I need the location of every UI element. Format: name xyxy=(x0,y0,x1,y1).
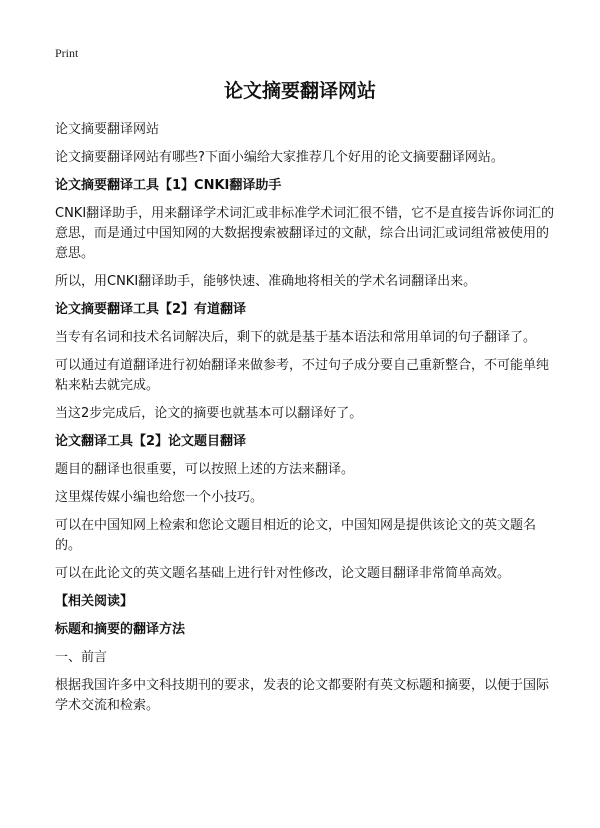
paragraph: 题目的翻译也很重要，可以按照上述的方法来翻译。 xyxy=(55,462,355,477)
paragraph: 所以，用CNKI翻译助手，能够快速、准确地将相关的学术名词翻译出来。 xyxy=(55,274,477,289)
section-heading: 标题和摘要的翻译方法 xyxy=(55,622,186,637)
paragraph: 这里煤传媒小编也给您一个小技巧。 xyxy=(55,490,264,505)
section-heading: 论文摘要翻译工具【2】有道翻译 xyxy=(55,302,247,317)
related-reading-heading: 【相关阅读】 xyxy=(55,594,134,609)
print-link[interactable]: Print xyxy=(55,46,79,60)
page-title: 论文摘要翻译网站 xyxy=(223,80,376,102)
paragraph: 论文摘要翻译网站有哪些?下面小编给大家推荐几个好用的论文摘要翻译网站。 xyxy=(55,150,504,165)
paragraph: 当这2步完成后，论文的摘要也就基本可以翻译好了。 xyxy=(55,406,363,421)
paragraph: 一、前言 xyxy=(55,650,108,665)
paragraph: CNKI翻译助手，用来翻译学术词汇或非标准学术词汇很不错，它不是直接告诉你词汇的意思，而是通过中国知网的大数据搜索被翻译过的文献，综合出词汇或词组常被使用的意思。 xyxy=(55,206,555,261)
paragraph: 可以通过有道翻译进行初始翻译来做参考，不过句子成分要自己重新整合，不可能单纯粘来粘去就完成。 xyxy=(55,358,550,393)
paragraph: 当专有名词和技术名词解决后，剩下的就是基于基本语法和常用单词的句子翻译了。 xyxy=(55,330,537,345)
paragraph: 根据我国许多中文科技期刊的要求，发表的论文都要附有英文标题和摘要，以便于国际学术交流和检索。 xyxy=(55,678,550,713)
paragraph: 可以在中国知网上检索和您论文题目相近的论文，中国知网是提供该论文的英文题名的。 xyxy=(55,518,537,553)
paragraph: 论文摘要翻译网站 xyxy=(55,122,160,137)
section-heading: 论文摘要翻译工具【1】CNKI翻译助手 xyxy=(55,178,282,193)
paragraph: 可以在此论文的英文题名基础上进行针对性修改，论文题目翻译非常简单高效。 xyxy=(55,566,511,581)
article-body xyxy=(55,120,560,724)
section-heading: 论文翻译工具【2】论文题目翻译 xyxy=(55,434,247,449)
